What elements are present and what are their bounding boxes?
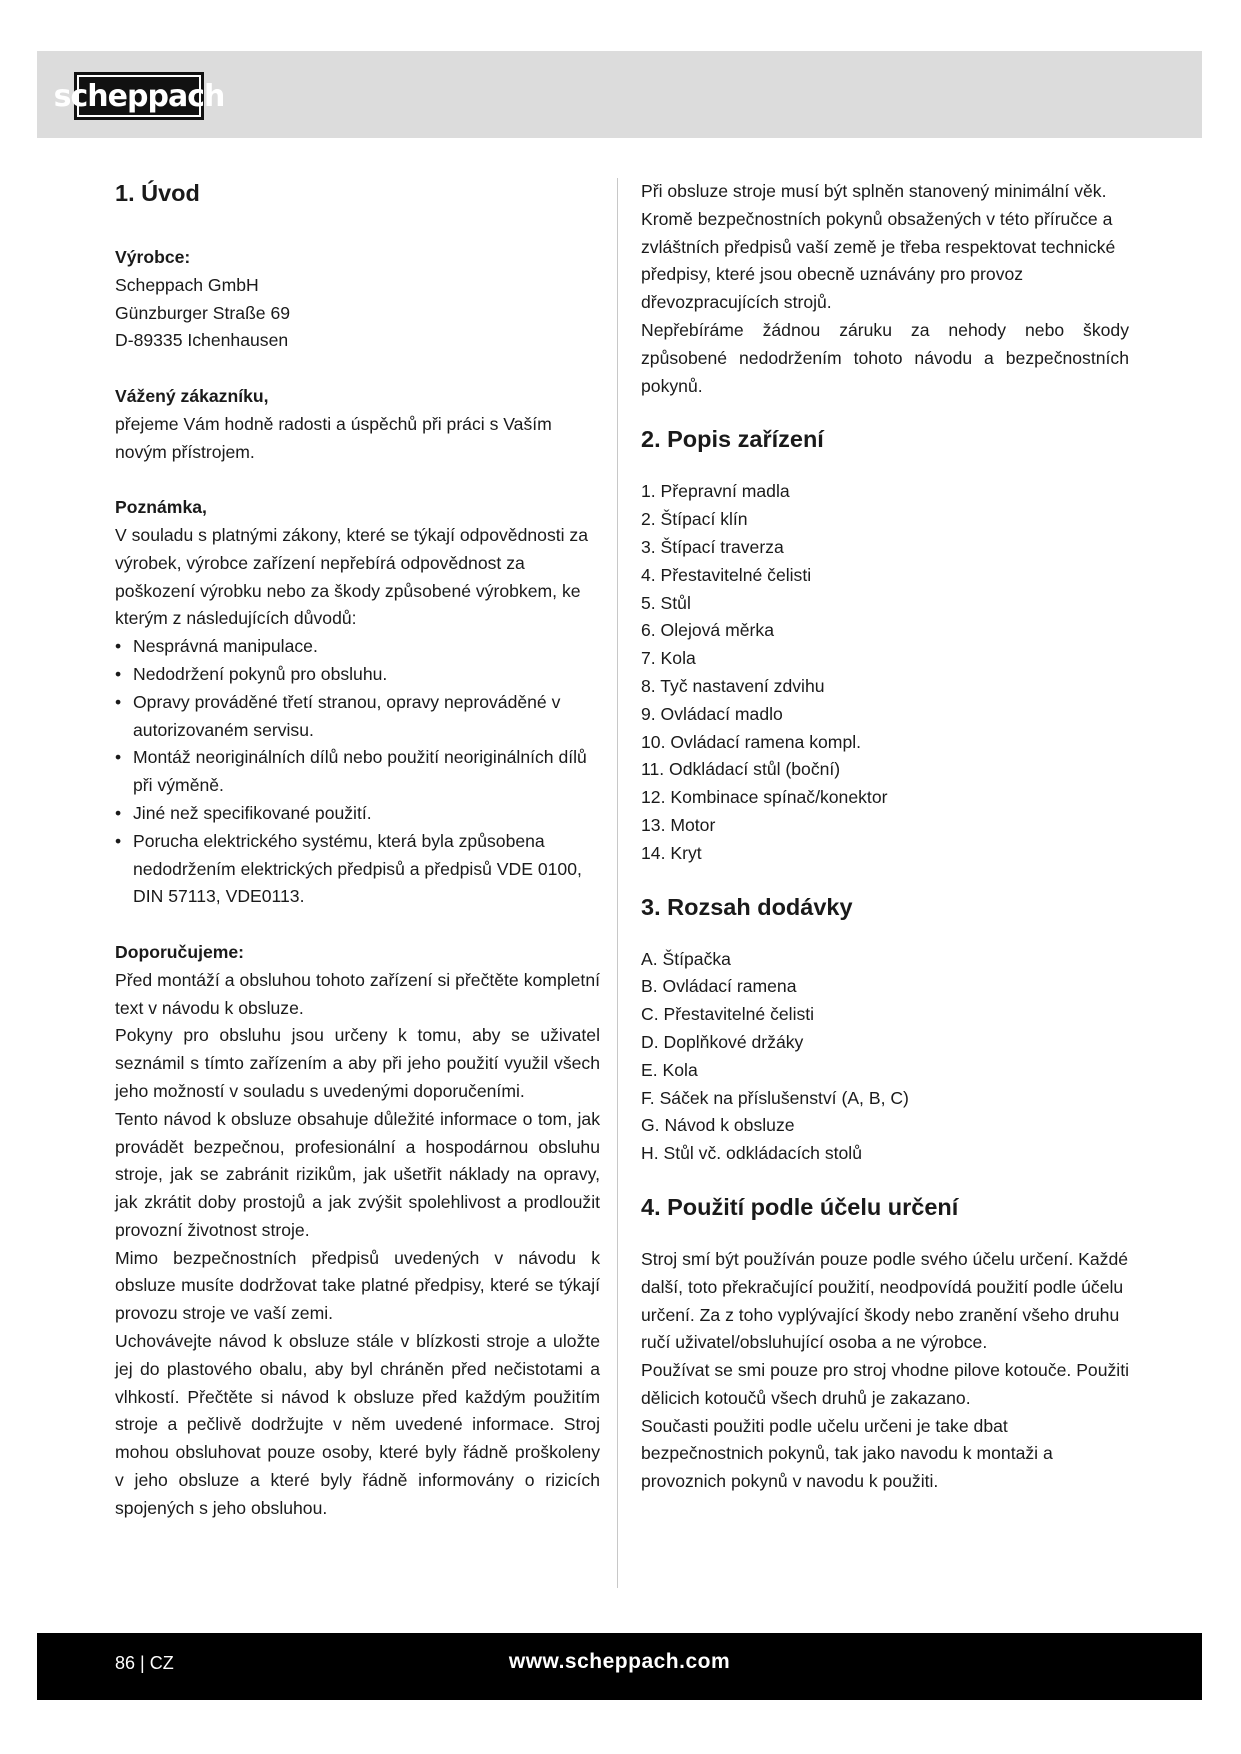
delivery-list bbox=[641, 946, 1129, 1168]
list-item: D. Doplňkové držáky bbox=[641, 1031, 804, 1052]
list-item: 6. Olejová měrka bbox=[641, 620, 774, 641]
left-column bbox=[115, 178, 600, 1523]
list-item: 7. Kola bbox=[641, 648, 696, 669]
section-title-intro: 1. Úvod bbox=[115, 180, 200, 206]
dear-customer-text: přejeme Vám hodně radosti a úspěchů při práci s Vaším novým přístrojem. bbox=[115, 413, 552, 462]
header-band bbox=[37, 51, 1202, 138]
footer-bar bbox=[37, 1633, 1202, 1700]
section-title-intended-use: 4. Použití podle účelu určení bbox=[641, 1193, 959, 1220]
list-item: 9. Ovládací madlo bbox=[641, 703, 783, 724]
list-item: F. Sáček na příslušenství (A, B, C) bbox=[641, 1087, 909, 1108]
list-item: 3. Štípací traverza bbox=[641, 536, 784, 557]
list-item: • Porucha elektrického systému, která byla způsobena nedodržením elektrických předpisů a předpisů VDE 0100, DIN 57113, VDE0113. bbox=[115, 828, 600, 911]
recommend-paragraph: Mimo bezpečnostních předpisů uvedených v návodu k obsluze musíte dodržovat take platné předpisy, které se týkají provozu stroje ve vaší zemi. bbox=[115, 1247, 600, 1324]
list-item: 13. Motor bbox=[641, 814, 716, 835]
list-item: 5. Stůl bbox=[641, 592, 691, 613]
list-item: C. Přestavitelné čelisti bbox=[641, 1004, 815, 1025]
list-item: B. Ovládací ramena bbox=[641, 976, 797, 997]
scheppach-logo bbox=[53, 72, 225, 120]
dear-customer-label: Vážený zákazníku, bbox=[115, 385, 269, 406]
list-item: 10. Ovládací ramena kompl. bbox=[641, 731, 862, 752]
list-item: 4. Přestavitelné čelisti bbox=[641, 564, 812, 585]
manufacturer-street: Günzburger Straße 69 bbox=[115, 302, 291, 323]
list-item: H. Stůl vč. odkládacích stolů bbox=[641, 1143, 863, 1164]
recommend-label: Doporučujeme: bbox=[115, 941, 245, 962]
manufacturer-label: Výrobce: bbox=[115, 247, 191, 267]
list-item: 1. Přepravní madla bbox=[641, 481, 790, 502]
logo-text: scheppach bbox=[53, 78, 225, 114]
intro-paragraph: Při obsluze stroje musí být splněn stanovený minimální věk. bbox=[641, 181, 1107, 201]
list-item: E. Kola bbox=[641, 1059, 698, 1080]
list-item: • Nedodržení pokynů pro obsluhu. bbox=[115, 661, 600, 689]
description-list bbox=[641, 478, 1129, 867]
list-item: • Nesprávná manipulace. bbox=[115, 633, 600, 661]
list-item: G. Návod k obsluze bbox=[641, 1115, 795, 1136]
intro-paragraph: Kromě bezpečnostních pokynů obsažených v této příručce a zvláštních předpisů vaší země je třeba respektovat technické předpisy, které jsou obecně uznávány pro provoz dřevozpracujících strojů. bbox=[641, 208, 1116, 313]
website-link[interactable]: www.scheppach.com bbox=[508, 1650, 731, 1673]
note-bullet-list bbox=[115, 633, 600, 911]
page-number: 86 | CZ bbox=[115, 1653, 174, 1673]
list-item: • Opravy prováděné třetí stranou, opravy neprováděné v autorizovaném servisu. bbox=[115, 689, 600, 745]
usage-paragraph: Současti použiti podle učelu určeni je take dbat bezpečnostnich pokynů, tak jako navodu k montaži a provoznich pokynů v navodu k použiti. bbox=[641, 1415, 1053, 1492]
usage-paragraph: Používat se smi pouze pro stroj vhodne pilove kotouče. Použiti dělicich kotoučů všech druhů je zakazano. bbox=[641, 1360, 1130, 1408]
recommend-paragraph: Pokyny pro obsluhu jsou určeny k tomu, aby se uživatel seznámil s tímto zařízením a aby při jeho použití využil všech jeho možností v souladu s uvedenými doporučeními. bbox=[115, 1025, 600, 1101]
list-item: A. Štípačka bbox=[641, 948, 731, 969]
list-item: 11. Odkládací stůl (boční) bbox=[641, 759, 841, 780]
manufacturer-name: Scheppach GmbH bbox=[115, 274, 259, 295]
list-item: 2. Štípací klín bbox=[641, 509, 748, 530]
list-item: 12. Kombinace spínač/konektor bbox=[641, 787, 888, 808]
recommend-paragraph: Tento návod k obsluze obsahuje důležité informace o tom, jak provádět bezpečnou, profesionální a hospodárnou obsluhu stroje, jak se zabránit rizikům, jak ušetřit náklady na opravy, jak zkrátit doby prostojů a jak zvýšit spolehlivost a prodloužit provozní životnost stroje. bbox=[115, 1108, 600, 1240]
list-item: • Montáž neoriginálních dílů nebo použití neoriginálních dílů při výměně. bbox=[115, 744, 600, 800]
manufacturer-city: D-89335 Ichenhausen bbox=[115, 330, 289, 351]
intro-paragraph: Nepřebíráme žádnou záruku za nehody nebo škody způsobené nedodržením tohoto návodu a bezpečnostních pokynů. bbox=[641, 319, 1129, 396]
usage-paragraph: Stroj smí být používán pouze podle svého účelu určení. Každé další, toto překračující použití, neodpovídá použití podle účelu určení. Za z toho vyplývající škody nebo zranění všeho druhu ručí uživatel/obsluhující osoba a ne výrobce. bbox=[641, 1248, 1129, 1353]
list-item: 14. Kryt bbox=[641, 842, 702, 863]
column-divider bbox=[617, 178, 618, 1588]
recommend-paragraph: Před montáží a obsluhou tohoto zařízení si přečtěte kompletní text v návodu k obsluze. bbox=[115, 969, 600, 1018]
list-item: • Jiné než specifikované použití. bbox=[115, 800, 600, 828]
recommend-paragraph: Uchovávejte návod k obsluze stále v blízkosti stroje a uložte jej do plastového obalu, aby byl chráněn před nečistotami a vlhkostí. Přečtěte si návod k obsluze před každým použitím stroje a pečlivě dodržujte v něm uvedené informace. Stroj mohou obsluhovat pouze osoby, které byly řádně proškoleny v jeho obsluze a které byly řádně informovány o rizicích spojených s jeho obsluhou. bbox=[115, 1331, 600, 1518]
note-label: Poznámka, bbox=[115, 497, 207, 518]
section-title-delivery: 3. Rozsah dodávky bbox=[641, 893, 853, 920]
list-item: 8. Tyč nastavení zdvihu bbox=[641, 675, 825, 696]
right-column bbox=[641, 178, 1129, 1496]
note-text: V souladu s platnými zákony, které se týkají odpovědnosti za výrobek, výrobce zařízení nepřebírá odpovědnost za poškození výrobku nebo za škody způsobené výrobkem, ke kterým z následujících důvodů: bbox=[115, 524, 589, 629]
section-title-description: 2. Popis zařízení bbox=[641, 426, 824, 453]
